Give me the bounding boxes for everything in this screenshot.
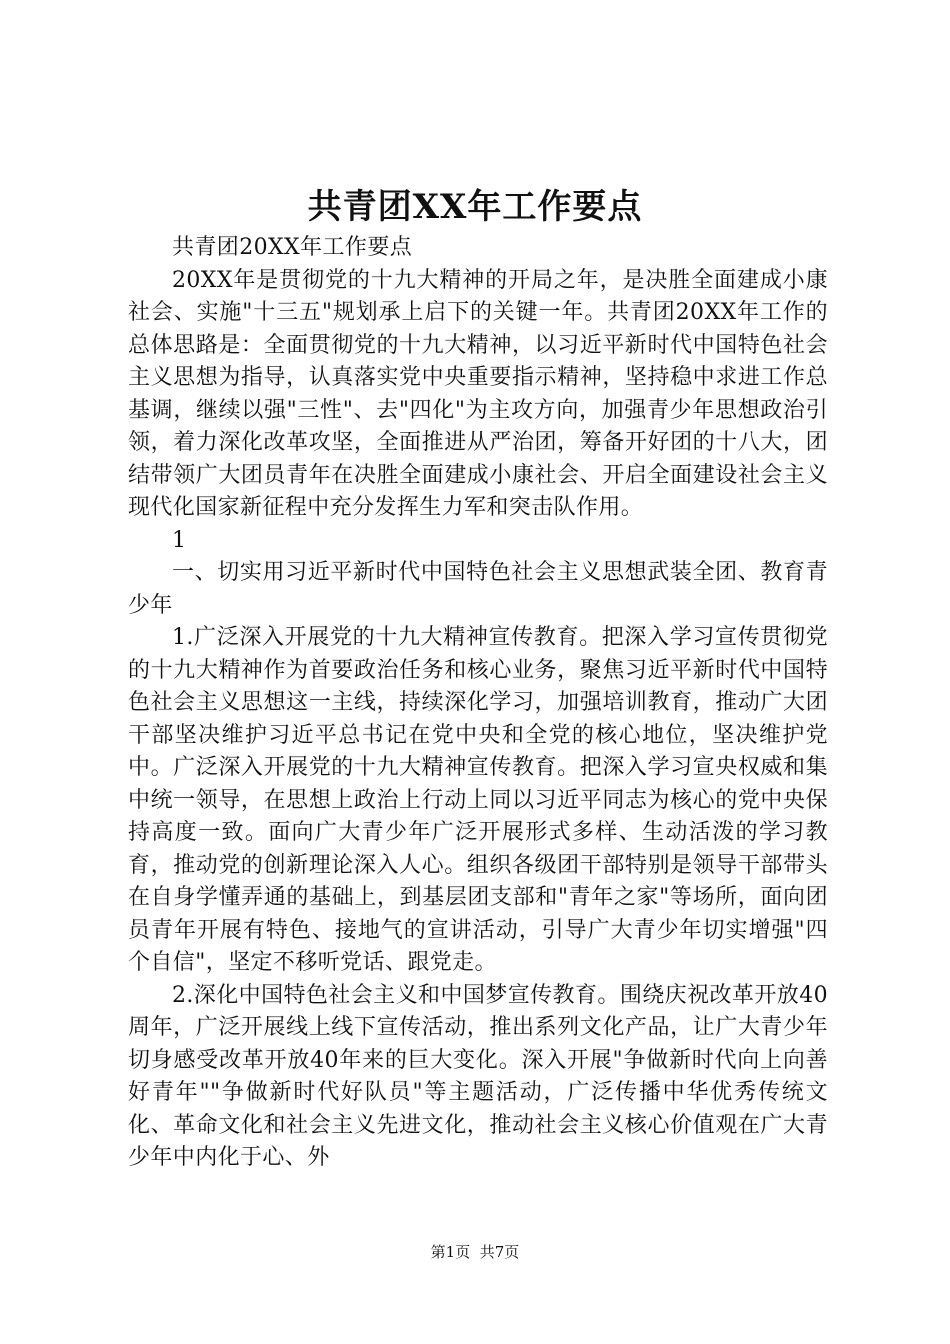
page-number: 第1页 [430,1243,471,1261]
page-total: 共7页 [479,1243,520,1261]
document-title: 共青团XX年工作要点 [307,187,643,227]
overview-paragraph: 20XX年是贯彻党的十九大精神的开局之年，是决胜全面建成小康社会、实施"十三五"规划承上启下的关键一年。共青团20XX年工作的总体思路是：全面贯彻党的十九大精神，以习近平新时代中国特色社会主义思想为指导，认真落实党中央重要指示精神，坚持稳中求进工作总基调，继续以强"三性"、去"四化"为主攻方向，加强青少年思想政治引领，着力深化改革攻坚，全面推进从严治团，筹备开好团的十八大，团结带领广大团员青年在决胜全面建成小康社会、开启全面建设社会主义现代化国家新征程中充分发挥生力军和突击队作用。 [128,267,828,520]
document-body [128,232,828,1175]
item-2-paragraph: 2.深化中国特色社会主义和中国梦宣传教育。围绕庆祝改革开放40周年，广泛开展线上线下宣传活动，推出系列文化产品，让广大青少年切身感受改革开放40年来的巨大变化。深入开展"争做新时代向上向善好青年""争做新时代好队员"等主题活动，广泛传播中华优秀传统文化、革命文化和社会主义先进文化，推动社会主义核心价值观在广大青少年中内化于心、外 [128,982,828,1170]
page-footer [0,1240,950,1264]
section-number: 1 [172,527,187,553]
section-heading: 一、切实用习近平新时代中国特色社会主义思想武装全团、教育青少年 [128,560,828,618]
item-1-paragraph: 1.广泛深入开展党的十九大精神宣传教育。把深入学习宣传贯彻党的十九大精神作为首要政治任务和核心业务，聚焦习近平新时代中国特色社会主义思想这一主线，持续深化学习，加强培训教育，推动广大团干部坚决维护习近平总书记在党中央和全党的核心地位，坚决维护党中。广泛深入开展党的十九大精神宣传教育。把深入学习宣央权威和集中统一领导，在思想上政治上行动上同以习近平同志为核心的党中央保持高度一致。面向广大青少年广泛开展形式多样、生动活泼的学习教育，推动党的创新理论深入人心。组织各级团干部特别是领导干部带头在自身学懂弄通的基础上，到基层团支部和"青年之家"等场所，面向团员青年开展有特色、接地气的宣讲活动，引导广大青少年切实增强"四个自信"，坚定不移听党话、跟党走。 [128,625,828,975]
subtitle-paragraph: 共青团20XX年工作要点 [172,235,413,260]
